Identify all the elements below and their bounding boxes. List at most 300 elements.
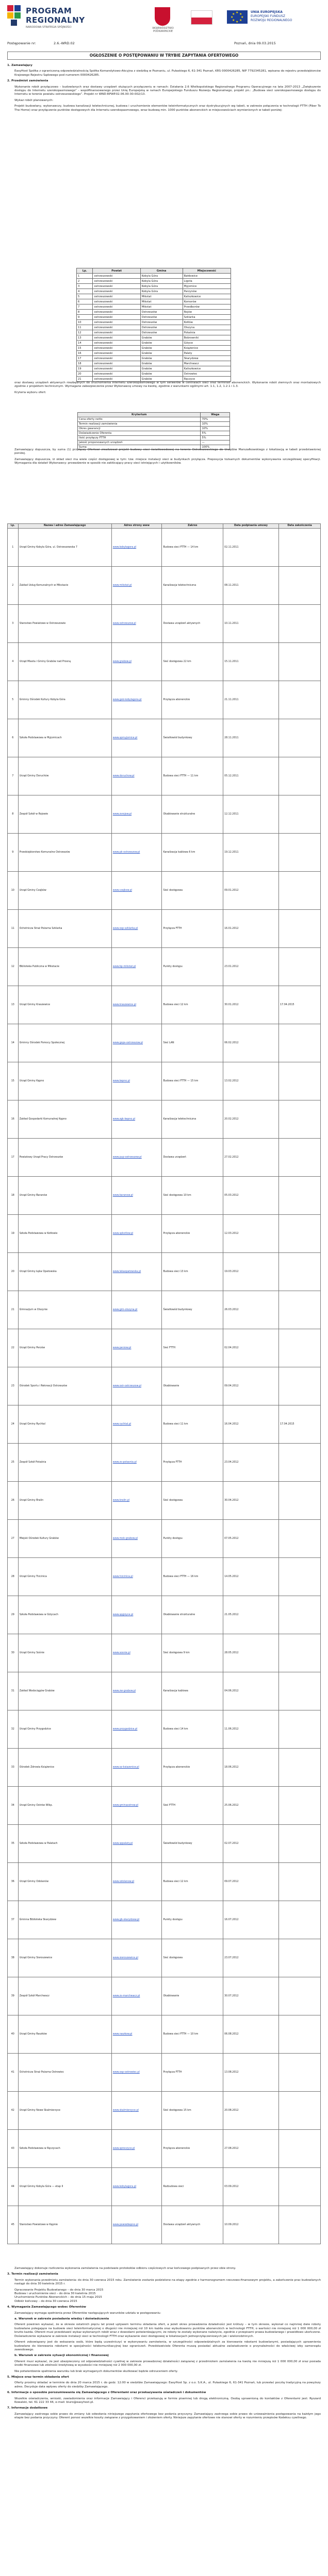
reference-table-cell: 5 — [8, 681, 19, 719]
reference-table-link[interactable]: www.przygodzice.pl — [112, 1727, 138, 1731]
reference-table-cell: Urząd Gminy Łęka Opatowska — [18, 1253, 111, 1291]
reference-table-cell: Kanalizacja kablowa 6 km — [162, 834, 223, 872]
places-table-cell: Mikstat — [140, 294, 183, 299]
reference-table-cell — [111, 1215, 162, 1253]
reference-table-cell: 19.12.2011 — [223, 834, 279, 872]
reference-table-cell — [111, 605, 162, 643]
reference-table-link[interactable]: www.czajkow.pl — [112, 889, 132, 892]
reference-table-link[interactable]: www.zs-marchwacz.pl — [112, 1994, 140, 1997]
reference-table-row — [8, 1558, 321, 1596]
places-table-cell: 19 — [77, 366, 93, 371]
reference-table-row — [8, 1024, 321, 1062]
places-table-cell: Kobyla Góra — [140, 274, 183, 279]
reference-table-cell — [279, 1672, 321, 1710]
reference-table-cell: 03.09.2012 — [223, 2168, 279, 2206]
reference-table-cell: 21.05.2012 — [223, 1596, 279, 1634]
reference-table-cell: Urząd Gminy Kobyla Góra, ul. Ostrzeszowska 7 — [18, 529, 111, 567]
reference-table-row — [8, 605, 321, 643]
reference-table-cell: 11.06.2012 — [223, 1710, 279, 1749]
reference-table-cell — [279, 681, 321, 719]
reference-table-link[interactable]: www.gb-skarydzew.pl — [112, 1918, 140, 1921]
places-table-cell: Ostrzeszów — [140, 325, 183, 330]
places-table-cell: Ligota — [183, 279, 231, 284]
meta-line — [7, 41, 321, 47]
reference-table-cell: 09.01.2012 — [223, 872, 279, 910]
reference-table-cell — [111, 910, 162, 948]
poland-flag-icon — [191, 10, 212, 25]
reference-table-cell: Urząd Gminy Ostrów Wlkp. — [18, 1787, 111, 1825]
reference-table-cell: Ochotnicza Straż Pożarna Ostrowiec — [18, 2054, 111, 2092]
reference-table-cell: Gminny Ośrodek Kultury Kobyla Góra — [18, 681, 111, 719]
document-title: OGŁOSZENIE O POSTĘPOWANIU W TRYBIE ZAPYTANIA OFERTOWEGO — [7, 52, 321, 60]
places-table-cell: Grabów — [140, 377, 183, 382]
reference-table-cell: 18.06.2012 — [223, 1749, 279, 1787]
reference-table-cell: Sieć dostępowa 10 km — [162, 1177, 223, 1215]
reference-table-cell — [111, 529, 162, 567]
places-table-row — [77, 274, 231, 279]
places-table-cell: Książenice — [183, 346, 231, 351]
reference-table-row — [8, 1977, 321, 2015]
places-table-cell: 6 — [77, 299, 93, 304]
reference-table-cell — [279, 1939, 321, 1977]
reference-table-cell: Sieć dostępowa 22 km — [162, 643, 223, 681]
section-2-notes — [7, 448, 321, 468]
reference-table-cell — [111, 2206, 162, 2244]
reference-table-link[interactable]: www.powiatkepno.pl — [112, 2223, 139, 2226]
reference-table-row — [8, 2092, 321, 2130]
reference-table-cell — [111, 643, 162, 681]
reference-table-cell: Gminna Biblioteka Skarydzew — [18, 1901, 111, 1939]
places-table-row — [77, 299, 231, 304]
reference-table-cell: 25.06.2012 — [223, 1787, 279, 1825]
places-table-cell: Przedborów — [183, 304, 231, 310]
reference-table-cell: 39 — [8, 1977, 19, 2015]
reference-table-cell — [111, 1291, 162, 1329]
reference-table-row — [8, 1367, 321, 1405]
reference-table-cell: Ośrodek Zdrowia Książenice — [18, 1749, 111, 1787]
reference-table-cell: 31 — [8, 1672, 19, 1710]
reference-table-link[interactable]: www.rychtal.pl — [112, 1422, 132, 1426]
places-table-header-1: Powiat — [93, 268, 140, 274]
reference-table-cell: 20.08.2012 — [223, 2092, 279, 2130]
reference-table-cell — [111, 1710, 162, 1749]
places-table-cell: Rojów — [183, 310, 231, 315]
reference-table-cell: 04.06.2012 — [223, 1672, 279, 1710]
reference-table-link[interactable]: www.zgk-kepno.pl — [112, 1117, 136, 1121]
reference-table-cell: 16.07.2012 — [223, 1901, 279, 1939]
reference-table-cell: Okablowanie — [162, 1977, 223, 2015]
reference-table-cell — [279, 1710, 321, 1749]
reference-table-row — [8, 2168, 321, 2206]
section-7-heading: 7. Informacje dodatkowe — [7, 2406, 48, 2410]
reference-table-cell: Urząd Gminy Trzcinica — [18, 1558, 111, 1596]
reference-table-link[interactable]: www.bp-mikstat.pl — [112, 965, 136, 968]
reference-table-cell — [279, 872, 321, 910]
section-5-heading: 5. Miejsce oraz termin składania ofert — [7, 2375, 69, 2379]
places-table-cell: ostrzeszowski — [93, 377, 140, 382]
criteria-table-cell: 10% — [201, 422, 230, 427]
reference-table-row — [8, 986, 321, 1024]
criteria-table-header-0: Kryterium — [78, 413, 201, 417]
reference-table-link[interactable]: www.gops-ostrzeszow.pl — [112, 1041, 143, 1044]
reference-table-cell — [279, 1863, 321, 1901]
places-table-cell: Grabów — [140, 361, 183, 366]
reference-table-row — [8, 1482, 321, 1520]
reference-table-cell — [279, 1482, 321, 1520]
reference-table-link[interactable]: www.skalmierzyce.pl — [112, 2109, 139, 2112]
reference-table-cell: Ośrodek Sportu i Rekreacji Ostrzeszów — [18, 1367, 111, 1405]
places-table-cell: Giżyce — [183, 341, 231, 346]
criteria-table-cell: Cena oferty netto — [78, 417, 201, 422]
reference-table-cell: Okablowanie strukturalne — [162, 795, 223, 834]
reference-table-cell: 02.07.2012 — [223, 1825, 279, 1863]
places-table-cell: Grabów — [140, 356, 183, 361]
reference-table-cell: Budowa sieci 12 km — [162, 986, 223, 1024]
criteria-table-cell: 70% — [201, 417, 230, 422]
reference-table-cell — [279, 605, 321, 643]
reference-table-cell: 06.02.2012 — [223, 1024, 279, 1062]
reference-table-cell: 10.11.2011 — [223, 605, 279, 643]
reference-table-cell: Urząd Gminy Kraszewice — [18, 986, 111, 1024]
reference-table-cell — [111, 1863, 162, 1901]
reference-table-cell — [111, 2015, 162, 2054]
places-table-row — [77, 361, 231, 366]
reference-table-cell: 26.03.2012 — [223, 1291, 279, 1329]
reference-table-row — [8, 834, 321, 872]
reference-table-link[interactable]: www.osp-szklarka.pl — [112, 927, 138, 930]
section-1-text: EasyHost Spółka z ograniczoną odpowiedzialnością Spółka Komandytowo-Akcyjna z siedzibą w Poznaniu, ul. Pułaskiego 6, 61-341 Poznań, KRS 0000426285, NIP 7792345281, wpisana do rejestru przedsiębiorców Krajowego Rejestru Sądowego pod numerem 0000426285. — [14, 70, 321, 77]
places-table-cell: Myjomice — [183, 284, 231, 289]
places-table-cell: Kaliszkowice — [183, 366, 231, 371]
reference-table-cell — [279, 1139, 321, 1177]
reference-table-cell — [111, 1672, 162, 1710]
reference-table-link[interactable]: www.trzcinica.pl — [112, 1575, 133, 1578]
reference-table-row — [8, 2206, 321, 2244]
reference-table-cell: Urząd Gminy Doruchów — [18, 757, 111, 795]
reference-table-cell: 12.03.2012 — [223, 1215, 279, 1253]
places-table-cell: Szklarka — [183, 315, 231, 320]
reference-table-link[interactable]: www.kobylagora.pl — [112, 2185, 137, 2188]
places-table-row — [77, 310, 231, 315]
reference-table-row — [8, 1596, 321, 1634]
reference-table-link[interactable]: www.spkotlow.pl — [112, 1232, 134, 1235]
reference-table-link[interactable]: www.raszkow.pl — [112, 2032, 133, 2036]
reference-table-cell: Zespół Szkół Marchwacz — [18, 1977, 111, 2015]
places-table-cell: Bałdowice — [183, 274, 231, 279]
closing-summary: Zamawiający dokonuje rozliczenia wykonania zamówienia na podstawie protokołów odbioru częściowych oraz końcowego podpisanych przez obie strony. — [14, 2267, 236, 2270]
reference-table-cell: Punkty dostępu — [162, 948, 223, 986]
reference-table-row — [8, 1520, 321, 1558]
reference-table-cell: Przyłącza abonenckie — [162, 1215, 223, 1253]
section-4a-heading: a. Warunek w zakresie posiadania wiedzy i doświadczenia — [14, 2317, 109, 2321]
reference-table-link[interactable]: www.doruchow.pl — [112, 774, 135, 777]
reference-table-link[interactable]: www.spgizyce.pl — [112, 1613, 134, 1616]
reference-table-cell — [111, 1100, 162, 1139]
reference-table-link[interactable]: www.kobylagora.pl — [112, 546, 137, 549]
eu-label-line-1: UNIA EUROPEJSKA — [251, 10, 283, 14]
places-table-row — [77, 377, 231, 382]
reference-table-cell — [111, 567, 162, 605]
eu-flag-icon: ★ ★ ★ ★ ★ ★ ★ ★ — [227, 10, 248, 24]
section-4-heading: 4. Wymagania Zamawiającego wobec Oferentów — [7, 2306, 86, 2309]
reference-table-cell: Sieć dostępowa 15 km — [162, 2092, 223, 2130]
reference-table-cell — [279, 1558, 321, 1596]
reference-table-cell: 41 — [8, 2054, 19, 2092]
reference-table-cell — [279, 1024, 321, 1062]
places-table-row — [77, 325, 231, 330]
reference-table-link[interactable]: www.ostrzeszow.pl — [112, 622, 136, 625]
places-table-cell: Parzynów — [183, 289, 231, 294]
reference-table-cell: 8 — [8, 795, 19, 834]
places-table-row — [77, 356, 231, 361]
reference-table-cell — [111, 1062, 162, 1100]
reference-table-cell: 36 — [8, 1863, 19, 1901]
reference-table-cell: 05.03.2012 — [223, 1177, 279, 1215]
places-table-cell: ostrzeszowski — [93, 371, 140, 377]
reference-table-cell: Budowa sieci 13 km — [162, 1253, 223, 1291]
reference-table-cell — [111, 2054, 162, 2092]
places-table-cell: Kaliszkowice — [183, 294, 231, 299]
places-table-row — [77, 341, 231, 346]
reference-table-cell: 9 — [8, 834, 19, 872]
section-4b-text: Oferent musi wykazać, że jest ubezpieczony od odpowiedzialności cywilnej w zakresie prowadzonej działalności związanej z przedmiotem zamówienia na kwotę nie mniejszą niż 1 000 000,00 zł oraz posiada środki finansowe lub zdolność kredytową w wysokości nie mniejszej niż 2 000 000,00 zł. — [14, 2360, 321, 2367]
reference-table-cell: 37 — [8, 1901, 19, 1939]
reference-table-cell: Urząd Gminy Kobyla Góra — etap II — [18, 2168, 111, 2206]
reference-table-cell: Starostwo Powiatowe w Kępnie — [18, 2206, 111, 2244]
places-table-cell: ostrzeszowski — [93, 310, 140, 315]
criteria-table-row — [78, 417, 230, 422]
reference-table-cell — [111, 795, 162, 834]
reference-table-link[interactable]: www.sppalaty.pl — [112, 1842, 133, 1845]
reference-table-cell: Przyłącza abonenckie — [162, 681, 223, 719]
reference-table-cell: Budowa sieci FTTH — 15 km — [162, 1062, 223, 1100]
reference-table-link[interactable]: www.zsrojow.pl — [112, 812, 132, 816]
reference-table-cell — [111, 1749, 162, 1787]
reference-table-cell: Sieć dostępowa — [162, 872, 223, 910]
logo-line-3: NARODOWA STRATEGIA SPÓJNOŚCI — [26, 26, 72, 29]
reference-table-cell: 28.05.2012 — [223, 1634, 279, 1672]
reference-table-cell: 23.04.2012 — [223, 1444, 279, 1482]
reference-table-link[interactable]: www.osp-ostrowiec.pl — [112, 2071, 140, 2074]
reference-table-row — [8, 2130, 321, 2168]
places-table-cell: Komorów — [183, 299, 231, 304]
reference-table-cell: Szkoła Podstawowa w Kotłowie — [18, 1215, 111, 1253]
reference-table-cell: 14.05.2012 — [223, 1558, 279, 1596]
places-table-cell: ostrzeszowski — [93, 274, 140, 279]
reference-table-row — [8, 1672, 321, 1710]
reference-table-cell — [111, 2168, 162, 2206]
reference-table-cell — [279, 1253, 321, 1291]
reference-table-link[interactable]: www.osir-ostrzeszow.pl — [112, 1384, 141, 1387]
eu-label-line-2: EUROPEJSKI FUNDUSZ — [251, 14, 285, 18]
places-table-cell: Ostrzeszów — [140, 310, 183, 315]
places-table-cell: Marchwacz — [183, 361, 231, 366]
reference-table-row — [8, 1825, 321, 1863]
reference-table-cell: 19.03.2012 — [223, 1253, 279, 1291]
reference-table-row — [8, 1291, 321, 1329]
program-logo-icon — [7, 5, 23, 28]
reference-table-cell: 23.01.2012 — [223, 948, 279, 986]
reference-table-cell: 3 — [8, 605, 19, 643]
case-label: Postępowanie nr: — [7, 41, 36, 45]
reference-table-cell: Budowa sieci 14 km — [162, 1710, 223, 1749]
reference-table-cell: Dostawa urządzeń aktywnych — [162, 2206, 223, 2244]
eu-label — [251, 10, 313, 23]
reference-table-link[interactable]: www.sosnie.pl — [112, 1651, 130, 1654]
reference-table-cell: 25 — [8, 1444, 19, 1482]
reference-table-cell — [111, 1329, 162, 1367]
reference-table-cell: 1 — [8, 529, 19, 567]
reference-table-link[interactable]: www.bralin.pl — [112, 1499, 130, 1502]
reference-table-cell: Zakład Gospodarki Komunalnej Kępno — [18, 1100, 111, 1139]
reference-table-cell: Urząd Gminy Sieroszewice — [18, 1939, 111, 1977]
reference-table-cell — [111, 757, 162, 795]
places-table-cell: Grabów — [140, 341, 183, 346]
criteria-table-cell: Ilość przyłączy FTTH — [78, 436, 201, 440]
places-table-cell: ostrzeszowski — [93, 346, 140, 351]
places-table-cell: Ostrzeszów — [140, 320, 183, 325]
section-2-text-2: Projekt budowlany, wykonawczy, budowa kanalizacji teletechnicznej, budowa i uruchomienie elementów teleinformatycznych oraz dystrybucyjnych wg tabeli, w zakresie połączenia w technologii FTTH (Fiber To The Home) oraz przyłączenie punktów dostępowych dla Internetu szerokopasmowego, wraz budową min. 1000 punktów abonenckich w miejscowościach wymienionych w tabeli poniżej: — [14, 105, 321, 112]
section-1-heading: 1. Zamawiający — [7, 64, 32, 67]
reference-table-cell: 15.11.2011 — [223, 643, 279, 681]
reference-table-cell — [279, 1062, 321, 1100]
places-table-cell: 10 — [77, 320, 93, 325]
reference-table-link[interactable]: www.zw-grabow.pl — [112, 1689, 136, 1692]
section-2-text-5: Zamawiający dopuszcza, iż skład sieci ma wiele części dostępowej w tym: tzw. miejsce instalacji sieci w budynkach przyłącza. Preposycja tożsamych dokumentów wykonywania szczegółowej specyfikacji. Wymagania dla działań Wykonawcy: prowadzenie w sposób nie zakłócający pracy sieci istniejących i użytkowników. — [14, 457, 321, 465]
reference-table-cell — [111, 1024, 162, 1062]
reference-table-cell: 23.07.2012 — [223, 1939, 279, 1977]
places-table-cell: ostrzeszowski — [93, 351, 140, 356]
reference-table-cell — [111, 719, 162, 757]
reference-table-row — [8, 1329, 321, 1367]
reference-table-link[interactable]: www.grabow.pl — [112, 660, 132, 663]
places-table-cell: 13 — [77, 335, 93, 341]
places-table-cell: ostrzeszowski — [93, 356, 140, 361]
criteria-table-cell: Termin realizacji zamówienia — [78, 422, 201, 427]
reference-table-cell: 15 — [8, 1062, 19, 1100]
places-table-cell: ostrzeszowski — [93, 361, 140, 366]
reference-table-cell: 27.08.2012 — [223, 2130, 279, 2168]
places-table-cell: 18 — [77, 361, 93, 366]
criteria-table-cell: 5% — [201, 436, 230, 440]
reference-table-cell: Powiatowy Urząd Pracy Ostrzeszów — [18, 1139, 111, 1177]
section-4b-heading: b. Warunek w zakresie sytuacji ekonomicznej i finansowej — [14, 2354, 109, 2358]
reference-table-cell: Budowa sieci FTTH — 10 km — [162, 2015, 223, 2054]
reference-table-cell: 42 — [8, 2092, 19, 2130]
reference-table-row — [8, 872, 321, 910]
reference-table-link[interactable]: www.sieroszewice.pl — [112, 1956, 138, 1959]
places-table-row — [77, 366, 231, 371]
reference-table-link[interactable]: www.perzow.pl — [112, 1346, 132, 1349]
reference-table-link[interactable]: www.spreczyce.pl — [112, 2147, 135, 2150]
places-table-cell: Ręczyce — [183, 377, 231, 382]
reference-table-cell — [279, 2168, 321, 2206]
places-table-cell: 3 — [77, 284, 93, 289]
reference-table-link[interactable]: www.kraszewice.pl — [112, 1003, 137, 1006]
places-table-cell: 11 — [77, 325, 93, 330]
reference-table-cell: Ochotnicza Straż Pożarna Szklarka — [18, 910, 111, 948]
reference-table-cell: Kanalizacja teletechniczna — [162, 1100, 223, 1139]
section-2-subheading: Wykaz robót planowanych: — [14, 98, 54, 102]
reference-table-link[interactable]: www.gok-kobylagora.pl — [112, 698, 142, 701]
criteria-table-header-1: Waga — [201, 413, 230, 417]
places-table-cell: ostrzeszowski — [93, 341, 140, 346]
reference-table-cell: 45 — [8, 2206, 19, 2244]
reference-table-link[interactable]: www.pup-ostrzeszow.pl — [112, 1156, 142, 1159]
reference-table-cell: 20.02.2012 — [223, 1100, 279, 1139]
reference-table-cell: Zespół Szkół w Rojowie — [18, 795, 111, 834]
reference-table-cell — [111, 834, 162, 872]
reference-table-cell: 22 — [8, 1329, 19, 1367]
reference-table-link[interactable]: www.mok-grabow.pl — [112, 1537, 138, 1540]
reference-table-cell: Budowa sieci 12 km — [162, 1863, 223, 1901]
reference-table-cell: Okablowanie strukturalne — [162, 1596, 223, 1634]
reference-table-link[interactable]: www.spmyjomice.pl — [112, 736, 138, 739]
reference-table-header-1: Nazwa i adres Zamawiającego — [18, 524, 111, 529]
reference-table-row — [8, 719, 321, 757]
reference-table-cell: Urząd Gminy Sośnie — [18, 1634, 111, 1672]
section-2-text: Wykonanie robót przyłączowo – budowlanych oraz dostawy urządzeń służących przyłączeniu w ramach: Działania 2.6 Wielkopolskiego Regionalnego Programu Operacyjnego na lata 2007-2013 „Zwiększenie dostępu do Internetu szerokopasmowego” - współfinansowanego przez Unię Europejską w ramach Europejskiego Funduszu Rozwoju Regionalnego, projekt pn.: „Budowa sieci szerokopasmowego dostępu do Internetu w terenie powiatu ostrzeszowskiego”. Projekt nr WND-RPWP.02.06.00-30-002/13. — [14, 85, 321, 96]
reference-table-cell: 18 — [8, 1177, 19, 1215]
reference-table-link[interactable]: www.zs-potasnia.pl — [112, 1461, 137, 1464]
places-table-cell: 7 — [77, 304, 93, 310]
reference-table-cell: 2 — [8, 567, 19, 605]
reference-table-link[interactable]: www.mikstat.pl — [112, 584, 132, 587]
reference-table-link[interactable]: www.gim-olszyna.pl — [112, 1308, 138, 1311]
reference-table-cell: Szkoła Podstawowa w Ręczycach — [18, 2130, 111, 2168]
criteria-intro: Kryteria wyboru ofert: — [14, 391, 46, 394]
reference-table-cell: Rozbudowa sieci — [162, 2168, 223, 2206]
section-3-text: Termin wykonania przedmiotu zamówienia: do dnia 30 czerwca 2015 roku. Zamówienie zostanie podzielone na etapy zgodnie z harmonogramem rzeczowo-finansowym projektu, a zakończenie prac budowlanych nastąpi do dnia 30 kwietnia 2015 r. — [14, 2278, 321, 2286]
reference-table-row — [8, 1710, 321, 1749]
reference-table-row — [8, 529, 321, 567]
reference-table-link[interactable]: www.kepno.pl — [112, 1079, 130, 1082]
reference-table-row — [8, 1444, 321, 1482]
reference-table-row — [8, 757, 321, 795]
places-table-cell: Kobyla Góra — [140, 284, 183, 289]
section-4b-text-2: Nie potwierdzenie spełnienia warunku lub brak wymaganych dokumentów skutkować będzie odrzuceniem oferty. — [14, 2369, 178, 2373]
reference-table-cell: Sieć dostępowa — [162, 1482, 223, 1520]
reference-table-header-5: Data zakończenia — [279, 524, 321, 529]
reference-table-link[interactable]: www.odolanow.pl — [112, 1880, 135, 1883]
reference-table-cell: 14 — [8, 1024, 19, 1062]
reference-table-cell: Starostwo Powiatowe w Ostrzeszowie — [18, 605, 111, 643]
reference-table-cell: 30.04.2012 — [223, 1482, 279, 1520]
reference-table-cell — [279, 1367, 321, 1405]
reference-table-cell: 16.01.2012 — [223, 910, 279, 948]
reference-table-cell: Urząd Gminy Baranów — [18, 1177, 111, 1215]
reference-table-cell — [111, 1177, 162, 1215]
reference-table-link[interactable]: www.pk-ostrzeszow.pl — [112, 851, 140, 854]
places-table-cell: Ostrzeszów — [140, 315, 183, 320]
places-table-cell: 17 — [77, 356, 93, 361]
region-emblem-icon — [155, 7, 170, 26]
reference-table-link[interactable]: www.lekaopatowska.pl — [112, 1270, 141, 1273]
reference-table-cell: Sieć FTTH — [162, 1329, 223, 1367]
places-table-cell: Mikstat — [140, 299, 183, 304]
reference-table-cell: 13.02.2012 — [223, 1062, 279, 1100]
reference-table-cell: Zakład Usług Komunalnych w Mikstacie — [18, 567, 111, 605]
reference-table-link[interactable]: www.gminaostrow.pl — [112, 1804, 139, 1807]
reference-table-cell: 21 — [8, 1291, 19, 1329]
reference-table-cell: 13 — [8, 986, 19, 1024]
reference-table-cell: 06.08.2012 — [223, 2015, 279, 2054]
reference-table-cell — [279, 2054, 321, 2092]
reference-table-link[interactable]: www.oz-ksiazenice.pl — [112, 1766, 139, 1769]
places-table-row — [77, 335, 231, 341]
reference-table-cell — [111, 948, 162, 986]
reference-table-link[interactable]: www.baranow.pl — [112, 1194, 133, 1197]
